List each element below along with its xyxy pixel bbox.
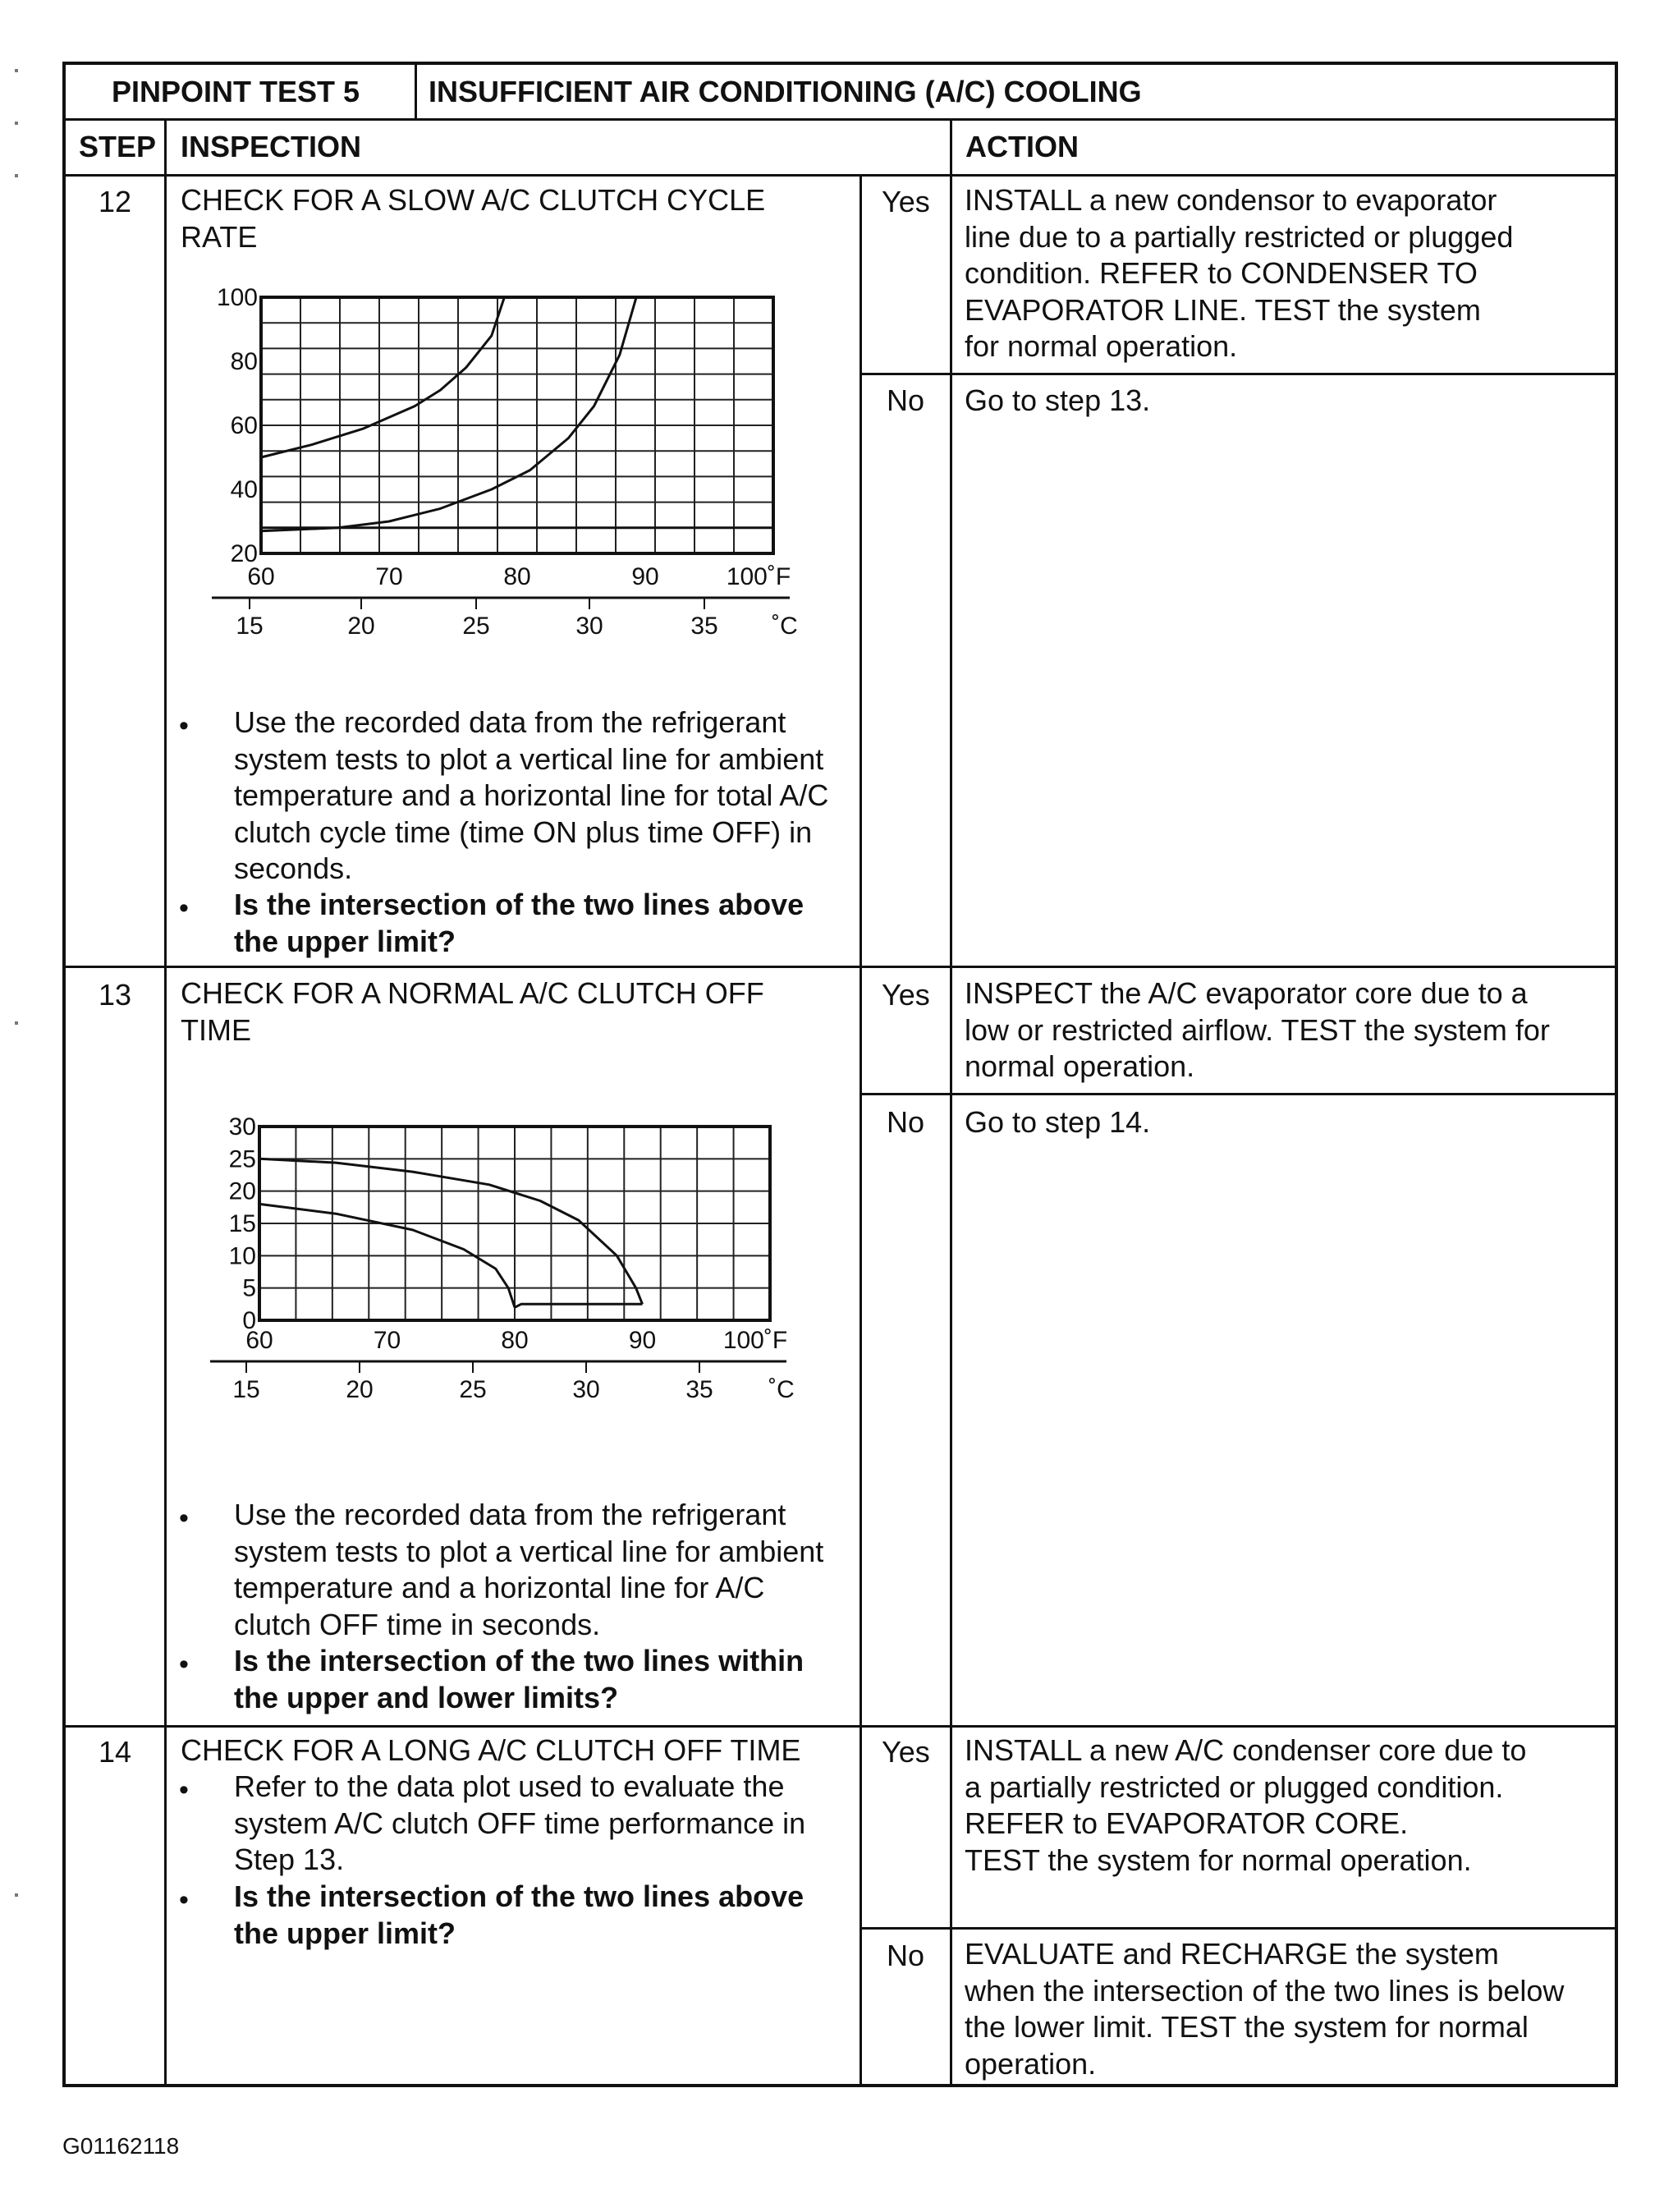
- x-tick-label-celsius: 25: [462, 613, 490, 640]
- no-label: No: [887, 383, 925, 417]
- x-tick-label-fahrenheit: 90: [631, 563, 659, 590]
- y-tick-label: 15: [228, 1210, 256, 1237]
- normal-clutch-off-time-chart: [197, 1108, 804, 1429]
- yes-label: Yes: [882, 185, 930, 218]
- action-col-divider: [950, 118, 952, 2087]
- table-border-left: [62, 62, 66, 2087]
- y-tick-label: 20: [228, 1177, 256, 1205]
- x-tick-label-fahrenheit: 90: [628, 1327, 657, 1354]
- x-tick-label-fahrenheit: 70: [373, 1327, 401, 1354]
- step-number: 14: [99, 1735, 132, 1769]
- y-tick-label: 40: [230, 476, 258, 503]
- y-tick-label: 0: [242, 1307, 256, 1334]
- x-tick-label-celsius: 35: [685, 1376, 713, 1403]
- x-tick-label-celsius: 20: [346, 1376, 374, 1403]
- limit-curve-2: [261, 297, 636, 531]
- step-title: CHECK FOR A LONG A/C CLUTCH OFF TIME: [181, 1733, 801, 1767]
- step-title: CHECK FOR A SLOW A/C CLUTCH CYCLE RATE: [181, 183, 766, 254]
- table-title: INSUFFICIENT AIR CONDITIONING (A/C) COOLING: [429, 75, 1142, 108]
- no-action: Go to step 14.: [965, 1105, 1151, 1139]
- no-label: No: [887, 1939, 925, 1972]
- x-tick-label-fahrenheit: 100˚F: [726, 563, 791, 590]
- margin-mark: [15, 174, 18, 177]
- step-column-header: STEP: [79, 130, 157, 163]
- x-tick-label-celsius: 25: [459, 1376, 487, 1403]
- yesno-col-divider: [860, 174, 862, 2087]
- limit-curve-1: [259, 1159, 643, 1304]
- header-col-divider: [415, 62, 417, 121]
- y-tick-label: 20: [230, 540, 258, 567]
- x-tick-label-fahrenheit: 60: [247, 563, 275, 590]
- step-question: Is the intersection of the two lines above the upper limit?: [234, 1879, 804, 1950]
- x-tick-label-celsius: 15: [236, 613, 264, 640]
- margin-mark: [15, 1021, 18, 1025]
- x-tick-label-fahrenheit: 70: [375, 563, 403, 590]
- row-divider: [62, 174, 1618, 177]
- row-divider: [62, 118, 1618, 121]
- y-tick-label: 100: [216, 284, 258, 311]
- x-tick-label-celsius: 20: [347, 613, 375, 640]
- yes-label: Yes: [882, 978, 930, 1012]
- limit-curve-3: [515, 1304, 643, 1307]
- table-border-right: [1615, 62, 1618, 2087]
- row-divider: [62, 966, 1618, 968]
- y-tick-label: 5: [242, 1274, 256, 1302]
- bullet-icon: •: [179, 893, 189, 924]
- no-action: EVALUATE and RECHARGE the system when the intersection of the two lines is below the lower limit. TEST the system for normal operation.: [965, 1937, 1565, 2081]
- margin-mark: [15, 1893, 18, 1897]
- x-tick-label-celsius: ˚C: [772, 613, 798, 640]
- no-label: No: [887, 1105, 925, 1139]
- yes-label: Yes: [882, 1735, 930, 1769]
- x-tick-label-celsius: 35: [690, 613, 718, 640]
- step-instruction: Use the recorded data from the refrigerant system tests to plot a vertical line for ambient temperature and a horizontal line for A/C clutch OFF time in seconds.: [234, 1498, 824, 1641]
- bullet-icon: •: [179, 1884, 189, 1916]
- no-action: Go to step 13.: [965, 383, 1151, 417]
- row-divider: [62, 1725, 1618, 1728]
- y-tick-label: 25: [228, 1145, 256, 1173]
- yes-no-divider: [860, 1927, 1618, 1930]
- step-instruction: Use the recorded data from the refrigerant system tests to plot a vertical line for ambient temperature and a horizontal line for total A/C clutch cycle time (time ON plus time OFF) in seconds.: [234, 705, 829, 885]
- yes-action: INSPECT the A/C evaporator core due to a low or restricted airflow. TEST the system for normal operation.: [965, 976, 1550, 1083]
- x-tick-label-fahrenheit: 80: [503, 563, 531, 590]
- step-question: Is the intersection of the two lines above the upper limit?: [234, 888, 804, 958]
- yes-action: INSTALL a new A/C condenser core due to a partially restricted or plugged condition. REFER to EVAPORATOR CORE. TEST the system for normal operation.: [965, 1733, 1527, 1877]
- step-title: CHECK FOR A NORMAL A/C CLUTCH OFF TIME: [181, 976, 764, 1047]
- step-number: 13: [99, 978, 132, 1012]
- yes-action: INSTALL a new condensor to evaporator line due to a partially restricted or plugged condition. REFER to CONDENSER TO EVAPORATOR LINE. TEST the system for normal operation.: [965, 183, 1514, 363]
- yes-no-divider: [860, 373, 1618, 375]
- x-tick-label-fahrenheit: 60: [245, 1327, 273, 1354]
- slow-clutch-cycle-chart: [197, 279, 804, 640]
- step-col-divider: [164, 118, 167, 2087]
- action-column-header: ACTION: [965, 130, 1079, 163]
- bullet-icon: •: [179, 1774, 189, 1806]
- x-tick-label-celsius: ˚C: [768, 1376, 795, 1403]
- margin-mark: [15, 122, 18, 125]
- x-tick-label-fahrenheit: 80: [501, 1327, 529, 1354]
- y-tick-label: 80: [230, 348, 258, 375]
- table-border-top: [62, 62, 1618, 65]
- limit-curve-1: [261, 297, 504, 457]
- table-border-bottom: [62, 2084, 1618, 2087]
- inspection-column-header: INSPECTION: [181, 130, 362, 163]
- yes-no-divider: [860, 1093, 1618, 1095]
- margin-mark: [15, 69, 18, 72]
- figure-code: G01162118: [62, 2133, 180, 2159]
- y-tick-label: 30: [228, 1113, 256, 1140]
- x-tick-label-celsius: 30: [575, 613, 603, 640]
- x-tick-label-celsius: 30: [572, 1376, 600, 1403]
- y-tick-label: 10: [228, 1242, 256, 1270]
- x-tick-label-celsius: 15: [232, 1376, 260, 1403]
- bullet-icon: •: [179, 1649, 189, 1680]
- x-tick-label-fahrenheit: 100˚F: [722, 1327, 788, 1354]
- bullet-icon: •: [179, 710, 189, 741]
- bullet-icon: •: [179, 1503, 189, 1534]
- step-question: Is the intersection of the two lines within the upper and lower limits?: [234, 1644, 804, 1714]
- step-instruction: Refer to the data plot used to evaluate the system A/C clutch OFF time performance in Step 13.: [234, 1769, 806, 1876]
- step-number: 12: [99, 185, 132, 218]
- y-tick-label: 60: [230, 412, 258, 439]
- pinpoint-test-label: PINPOINT TEST 5: [112, 75, 360, 108]
